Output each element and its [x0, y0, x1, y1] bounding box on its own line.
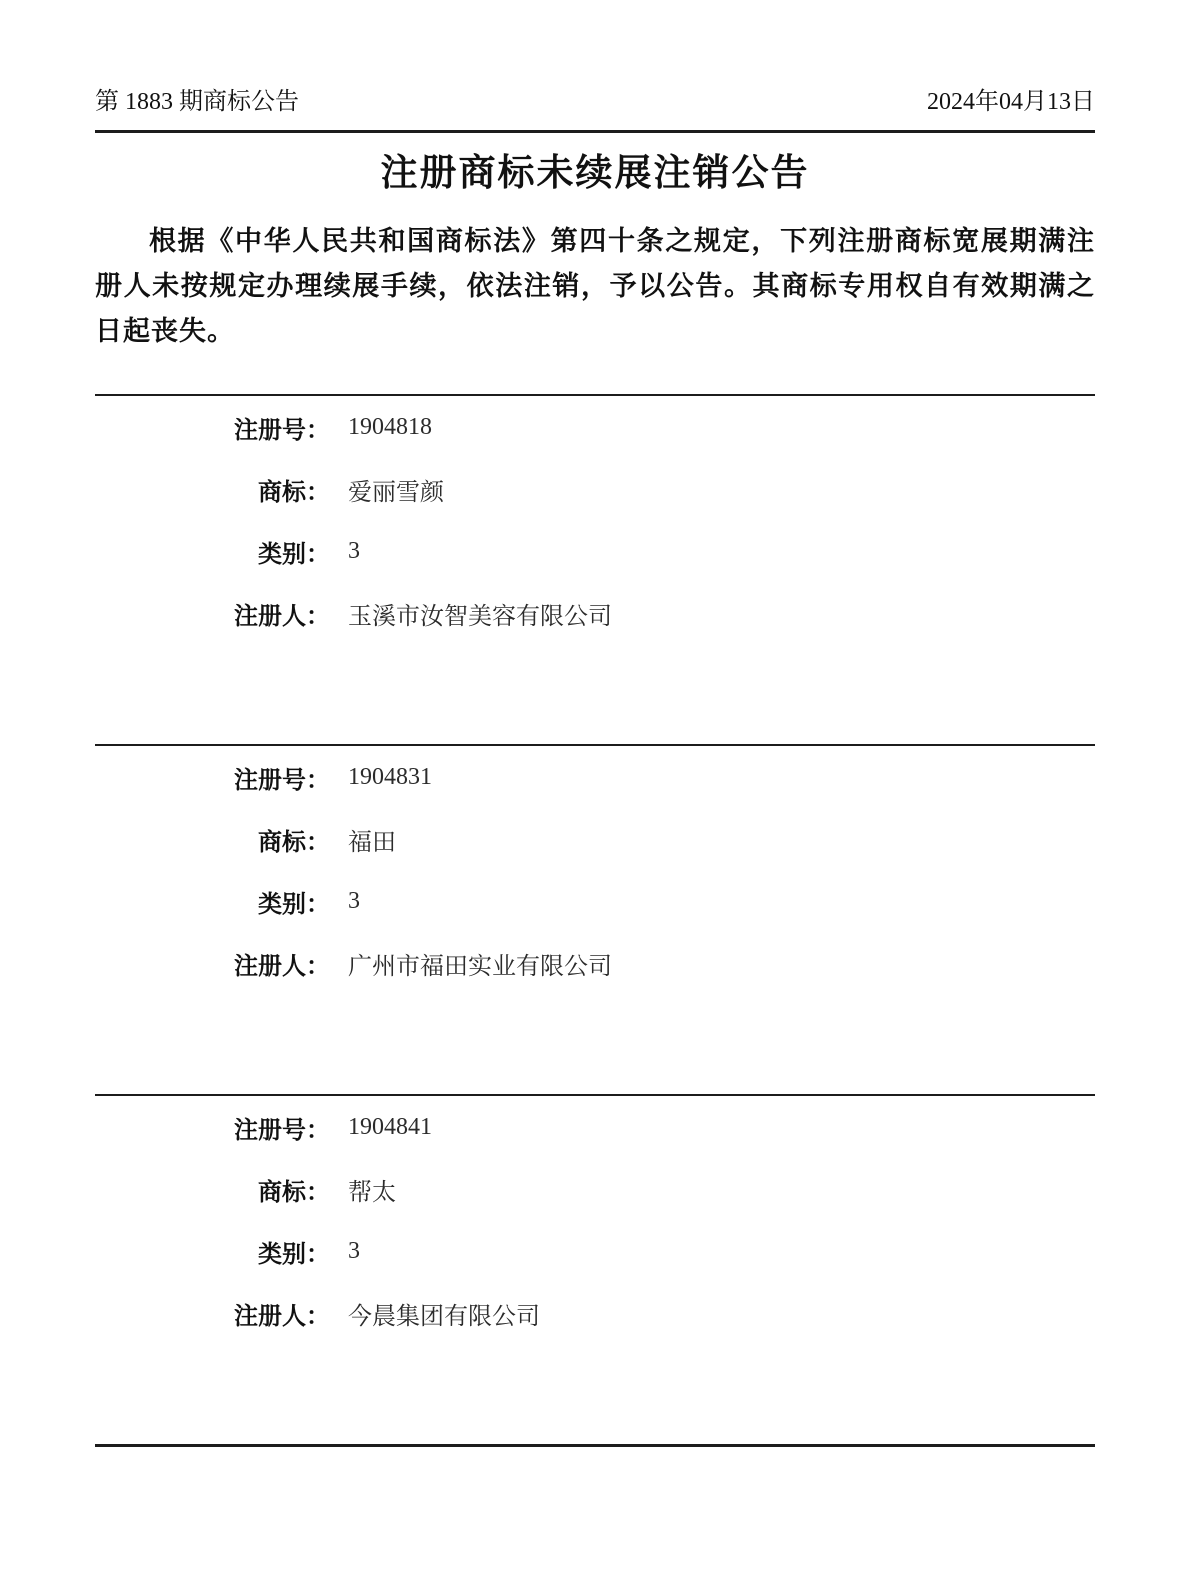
gazette-date: 2024年04月13日 [927, 89, 1095, 115]
registrant-value: 今晨集团有限公司 [348, 1303, 540, 1330]
registrant-label: 注册人： [234, 1303, 330, 1330]
reg-no-row [95, 396, 1095, 458]
trademark-value: 福田 [348, 829, 396, 856]
class-row [95, 1220, 1095, 1282]
trademark-label: 商标： [258, 479, 330, 506]
reg-no-value: 1904818 [348, 413, 432, 440]
page-title: 注册商标未续展注销公告 [380, 153, 810, 194]
reg-no-label: 注册号： [234, 767, 330, 794]
trademark-row [95, 458, 1095, 520]
class-value: 3 [348, 1237, 360, 1264]
registrant-row [95, 1282, 1095, 1344]
trademark-row [95, 808, 1095, 870]
registrant-row [95, 932, 1095, 994]
reg-no-value: 1904831 [348, 763, 432, 790]
trademark-label: 商标： [258, 829, 330, 856]
records-list [95, 394, 1095, 1447]
class-value: 3 [348, 537, 360, 564]
trademark-value: 帮太 [348, 1179, 396, 1206]
trademark-value: 爱丽雪颜 [348, 479, 444, 506]
bottom-rule [95, 1444, 1095, 1447]
class-label: 类别： [258, 541, 330, 568]
gazette-issue-number: 第 1883 期商标公告 [95, 89, 299, 115]
record-block-1 [95, 394, 1095, 744]
class-label: 类别： [258, 891, 330, 918]
class-row [95, 870, 1095, 932]
reg-no-row [95, 746, 1095, 808]
record-block-3 [95, 1094, 1095, 1444]
registrant-value: 广州市福田实业有限公司 [348, 953, 612, 980]
trademark-label: 商标： [258, 1179, 330, 1206]
class-label: 类别： [258, 1241, 330, 1268]
reg-no-row [95, 1096, 1095, 1158]
reg-no-value: 1904841 [348, 1113, 432, 1140]
reg-no-label: 注册号： [234, 1117, 330, 1144]
record-block-2 [95, 744, 1095, 1094]
reg-no-label: 注册号： [234, 417, 330, 444]
intro-paragraph: 根据《中华人民共和国商标法》第四十条之规定，下列注册商标宽展期满注册人未按规定办理续展手续，依法注销，予以公告。其商标专用权自有效期满之日起丧失。 [95, 226, 1095, 346]
page-header [95, 86, 1095, 133]
registrant-label: 注册人： [234, 953, 330, 980]
trademark-row [95, 1158, 1095, 1220]
class-row [95, 520, 1095, 582]
class-value: 3 [348, 887, 360, 914]
registrant-row [95, 582, 1095, 644]
registrant-label: 注册人： [234, 603, 330, 630]
registrant-value: 玉溪市汝智美容有限公司 [348, 603, 612, 630]
